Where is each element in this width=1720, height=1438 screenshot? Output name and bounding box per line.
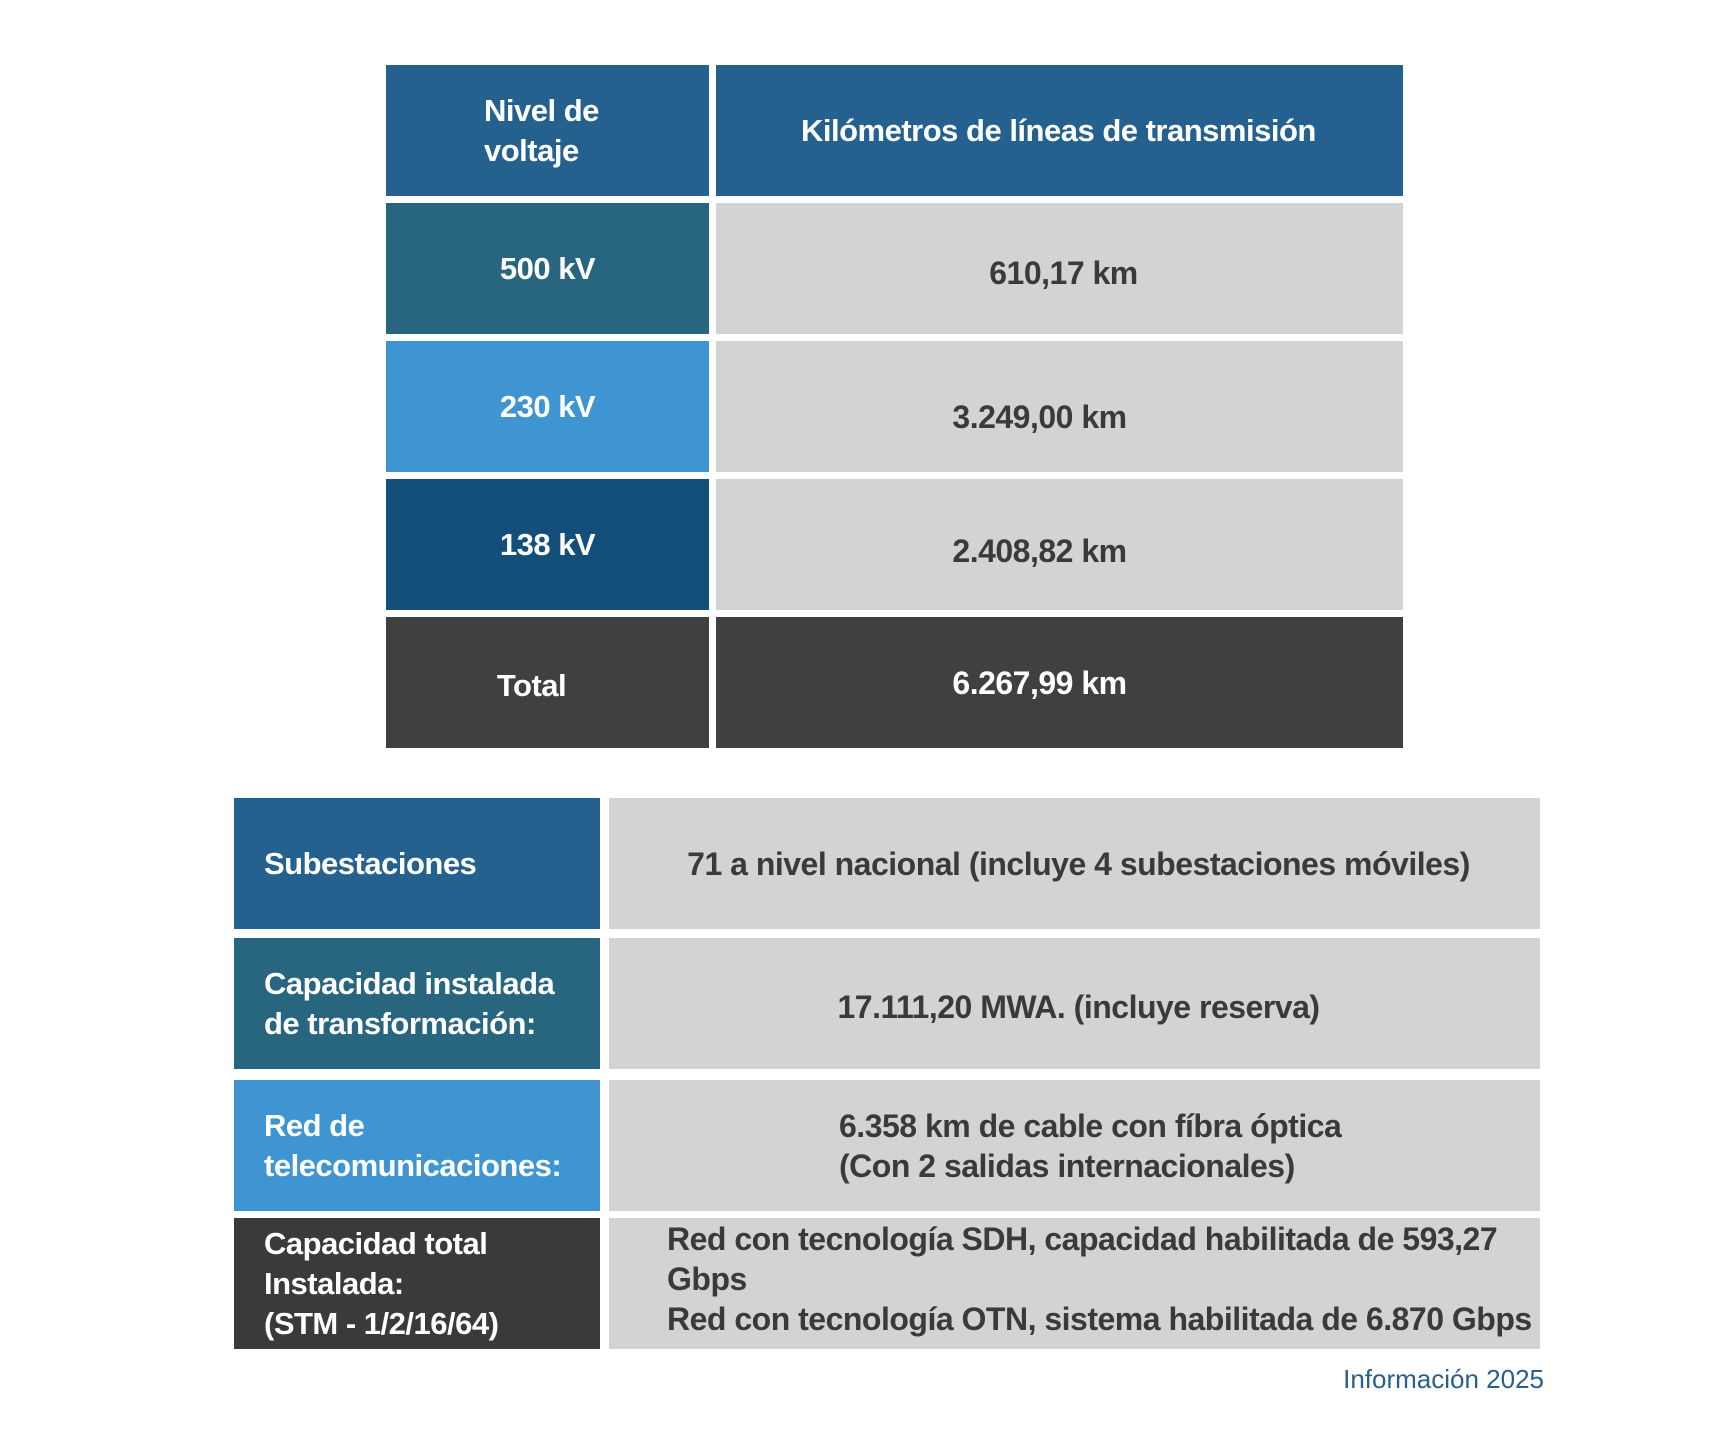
row-138kv-label [386,479,709,610]
row-total-label-text: Total [496,667,567,703]
row-138kv-label-text: 138 kV [499,526,596,562]
telecom-network-value-line2: (Con 2 salidas internacionales) [839,1147,1295,1184]
substations-value-text: 71 a nivel nacional (incluye 4 subestaciones móviles) [687,845,1470,882]
telecom-network-label [234,1080,600,1211]
transformation-capacity-label-line2: de transformación: [264,1005,536,1041]
row-total-value [716,617,1403,748]
transformation-capacity-value [609,938,1540,1069]
telecom-network-label-line2: telecomunicaciones: [264,1147,562,1183]
substations-label [234,798,600,929]
row-138kv-value [716,479,1403,610]
total-capacity-value-line1: Red con tecnología SDH, capacidad habilitada de 593,27 Gbps [667,1220,1498,1297]
header-voltage-level-line1: Nivel de [484,92,599,128]
row-total-value-text: 6.267,99 km [952,664,1127,701]
row-230kv-label [386,341,709,472]
total-capacity-label-line1: Capacidad total [264,1225,488,1261]
total-capacity-label-line3: (STM - 1/2/16/64) [264,1305,499,1341]
row-230kv-label-text: 230 kV [499,388,596,424]
total-capacity-label [234,1218,600,1349]
header-km-lines [716,65,1403,196]
header-voltage-level-line2: voltaje [484,132,579,168]
row-138kv-value-text: 2.408,82 km [952,532,1127,569]
row-total-label [386,617,709,748]
row-230kv-value [716,341,1403,472]
header-km-lines-text: Kilómetros de líneas de transmisión [801,112,1316,148]
transformation-capacity-label-line1: Capacidad instalada [264,965,555,1001]
telecom-network-label-line1: Red de [264,1107,365,1143]
row-500kv-label [386,203,709,334]
header-voltage-level [386,65,709,196]
total-capacity-value [609,1218,1540,1349]
transformation-capacity-value-text: 17.111,20 MWA. (incluye reserva) [837,988,1320,1025]
transformation-capacity-label [234,938,600,1069]
row-500kv-value-text: 610,17 km [989,254,1138,291]
total-capacity-value-line2: Red con tecnología OTN, sistema habilitada de 6.870 Gbps [667,1300,1532,1337]
row-230kv-value-text: 3.249,00 km [952,398,1127,435]
row-500kv-value [716,203,1403,334]
substations-value [609,798,1540,929]
telecom-network-value-line1: 6.358 km de cable con fíbra óptica [839,1107,1342,1144]
telecom-network-value [609,1080,1540,1211]
row-500kv-label-text: 500 kV [499,250,596,286]
total-capacity-label-line2: Instalada: [264,1265,404,1301]
substations-label-text: Subestaciones [264,845,477,881]
footer-info-year: Información 2025 [1343,1364,1544,1394]
